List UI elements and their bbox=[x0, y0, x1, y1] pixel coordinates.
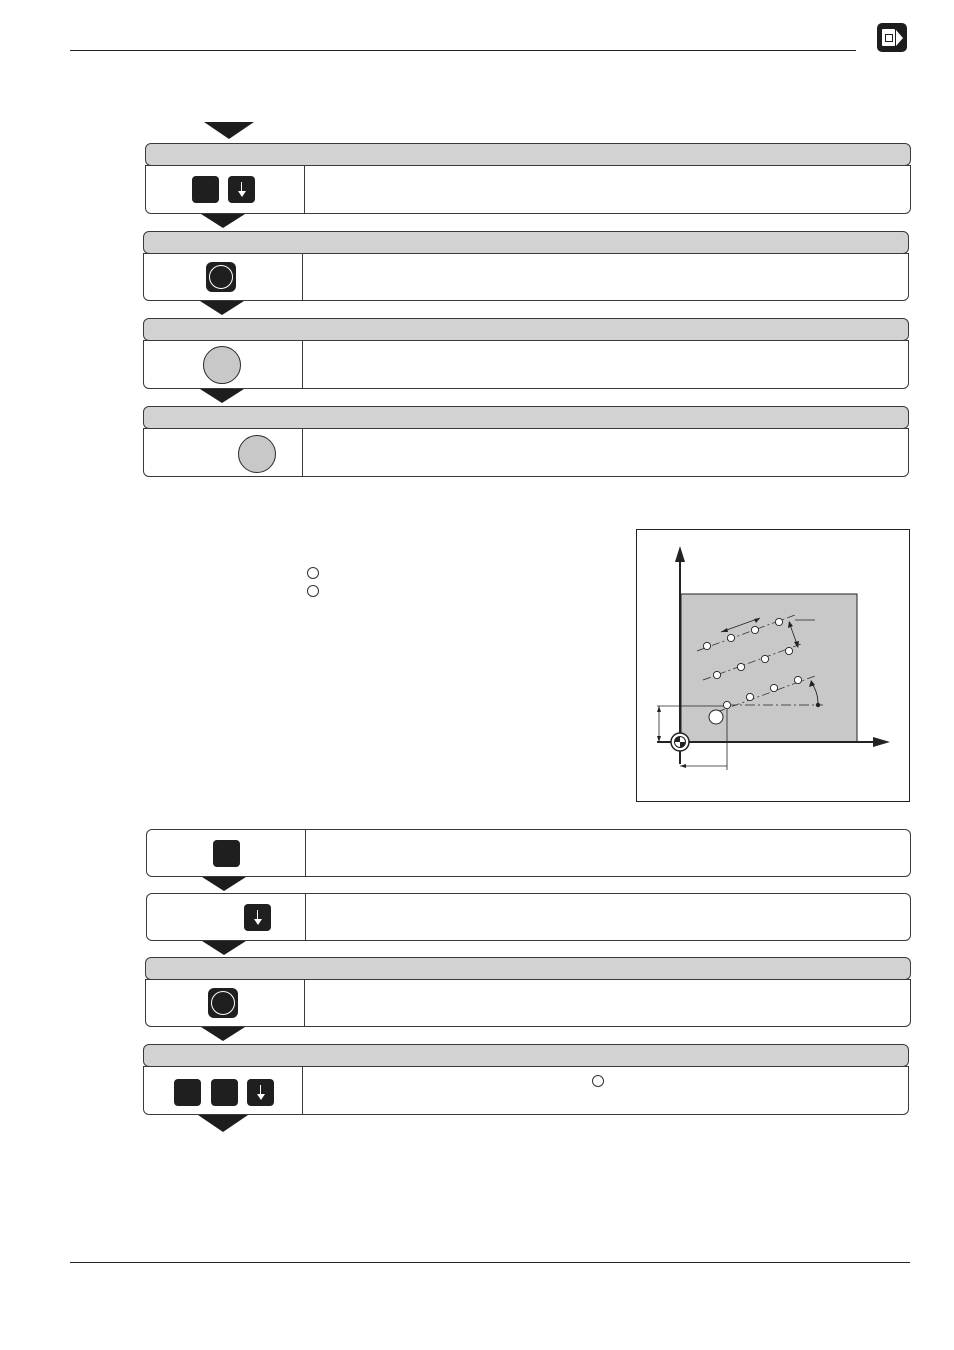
ring-key-icon[interactable] bbox=[208, 988, 238, 1018]
step-header bbox=[145, 957, 911, 980]
top-rule bbox=[70, 50, 856, 51]
step-body bbox=[145, 165, 911, 214]
arrow-down-key-icon[interactable] bbox=[247, 1079, 274, 1106]
step-3 bbox=[143, 318, 909, 389]
step-body bbox=[143, 428, 909, 477]
square-key-icon[interactable] bbox=[213, 840, 240, 867]
step-6 bbox=[146, 893, 911, 941]
manual-book-icon bbox=[877, 23, 907, 52]
bottom-rule bbox=[70, 1262, 910, 1263]
flow-arrow-icon bbox=[204, 122, 254, 139]
step-body bbox=[143, 253, 909, 301]
square-key-icon[interactable] bbox=[192, 176, 219, 203]
step-body bbox=[146, 893, 911, 941]
flow-arrow-icon bbox=[198, 1115, 248, 1132]
step-header bbox=[143, 231, 909, 254]
diagram-drawing bbox=[637, 530, 911, 803]
step-header bbox=[143, 318, 909, 341]
flow-arrow-icon bbox=[202, 877, 246, 891]
step-header bbox=[143, 1044, 909, 1067]
square-key-icon[interactable] bbox=[211, 1079, 238, 1106]
flow-arrow-icon bbox=[200, 301, 244, 315]
flow-arrow-icon bbox=[201, 214, 245, 228]
step-2 bbox=[143, 231, 909, 301]
step-7 bbox=[145, 957, 911, 1027]
step-5 bbox=[146, 829, 911, 877]
step-body bbox=[143, 1066, 909, 1115]
flow-arrow-icon bbox=[202, 941, 246, 955]
flow-arrow-icon bbox=[200, 389, 244, 403]
step-body bbox=[145, 979, 911, 1027]
step-header bbox=[143, 406, 909, 429]
ring-key-icon[interactable] bbox=[206, 262, 236, 292]
arrow-down-key-icon[interactable] bbox=[228, 176, 255, 203]
step-body bbox=[146, 829, 911, 877]
grey-round-key-icon[interactable] bbox=[203, 346, 241, 384]
step-4 bbox=[143, 406, 909, 477]
hole-pattern-rows-diagram bbox=[636, 529, 910, 802]
step-header bbox=[145, 143, 911, 166]
step-8 bbox=[143, 1044, 909, 1115]
reference-marker-icon bbox=[592, 1075, 604, 1087]
reference-marker-icon bbox=[307, 585, 319, 597]
arrow-down-key-icon[interactable] bbox=[244, 904, 271, 931]
step-1 bbox=[145, 143, 911, 214]
grey-round-key-icon[interactable] bbox=[238, 435, 276, 473]
step-body bbox=[143, 340, 909, 389]
square-key-icon[interactable] bbox=[174, 1079, 201, 1106]
reference-marker-icon bbox=[307, 567, 319, 579]
flow-arrow-icon bbox=[201, 1027, 245, 1041]
